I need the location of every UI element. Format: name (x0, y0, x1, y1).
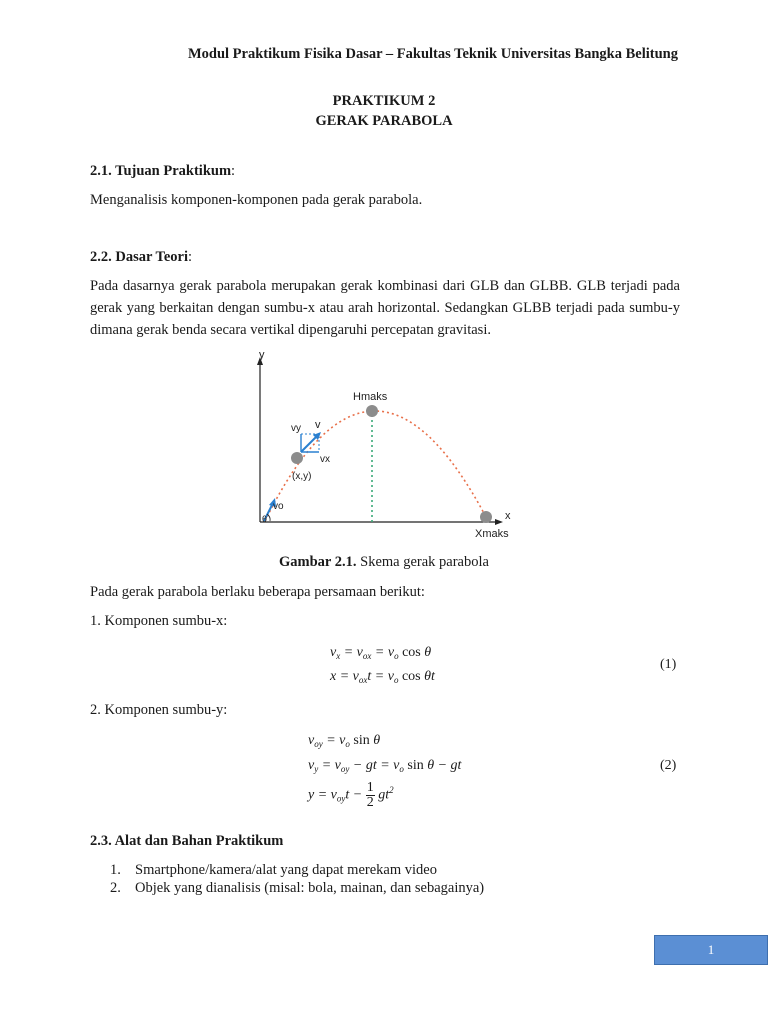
hmax-point (366, 405, 378, 417)
list-item-text: Smartphone/kamera/alat yang dapat merekam video (135, 862, 437, 878)
v-label: v (315, 419, 321, 431)
component-x-label: 1. Komponen sumbu-x: (90, 613, 228, 629)
equations-intro: Pada gerak parabola berlaku beberapa persamaan berikut: (90, 584, 425, 600)
caption-label: Gambar 2.1. (279, 554, 357, 570)
section-heading-text: 2.2. Dasar Teori (90, 249, 189, 265)
list-item-number: 1. (110, 862, 121, 878)
section-heading-alat-bahan (90, 833, 283, 850)
praktikum-title: GERAK PARABOLA (315, 113, 453, 129)
praktikum-number: PRAKTIKUM 2 (332, 93, 436, 109)
vy-label: vy (291, 423, 301, 434)
xmax-label: Xmaks (475, 528, 509, 540)
equation-x: $x = v_{ox}t = v_o$ cos θt (330, 669, 435, 685)
xmax-point (480, 511, 492, 523)
figure-caption (0, 554, 768, 571)
v0-label: vo (273, 501, 284, 512)
section-heading-dasar-teori (90, 249, 192, 266)
list-item (110, 880, 484, 897)
heading-colon: : (231, 163, 236, 179)
component-y-label: 2. Komponen sumbu-y: (90, 702, 228, 718)
section-heading-text: 2.1. Tujuan Praktikum (90, 163, 232, 179)
list-item-number: 2. (110, 880, 121, 896)
equation-vx: $v_x = v_{ox} = v_o$ cos θ (330, 645, 432, 661)
section-heading-text: 2.3. Alat dan Bahan Praktikum (90, 833, 284, 849)
heading-colon: : (188, 249, 193, 265)
y-axis-label: y (259, 349, 265, 361)
tujuan-text: Menganalisis komponen-komponen pada gerak parabola. (90, 192, 423, 208)
equation-number-2: (2) (660, 758, 677, 773)
list-item-text: Objek yang dianalisis (misal: bola, mainan, dan sebagainya) (135, 880, 485, 896)
equation-voy: $v_{oy} = v_o$ sin θ (308, 733, 381, 749)
section-heading-tujuan (90, 163, 235, 180)
hmax-label: Hmaks (353, 391, 388, 403)
equation-y: $y = v_{oy}t$ − $\frac{1}{2}$ $gt^2$ (308, 780, 394, 810)
equation-vy: $v_y = v_{oy}$ − gt = $v_o$ sin θ − gt (308, 758, 462, 774)
position-label: (x,y) (292, 471, 312, 482)
position-point (291, 452, 303, 464)
equation-number-1: (1) (660, 657, 677, 672)
theta-label: θ (262, 514, 268, 524)
page-number: 1 (654, 935, 768, 965)
projectile-diagram (245, 345, 525, 545)
dasar-teori-paragraph: Pada dasarnya gerak parabola merupakan gerak kombinasi dari GLB dan GLBB. GLB terjadi pada gerak yang berkaitan dengan sumbu-x atau arah horizontal. Sedangkan GLBB terjadi pada sumbu-y dimana gerak benda secara vertikal dipengaruhi percepatan gravitasi. (90, 278, 680, 338)
caption-text: Skema gerak parabola (356, 554, 489, 570)
vx-label: vx (320, 454, 330, 465)
running-header: Modul Praktikum Fisika Dasar – Fakultas Teknik Universitas Bangka Belitung (187, 46, 678, 62)
x-axis-label: x (505, 510, 511, 522)
list-item (110, 862, 437, 879)
